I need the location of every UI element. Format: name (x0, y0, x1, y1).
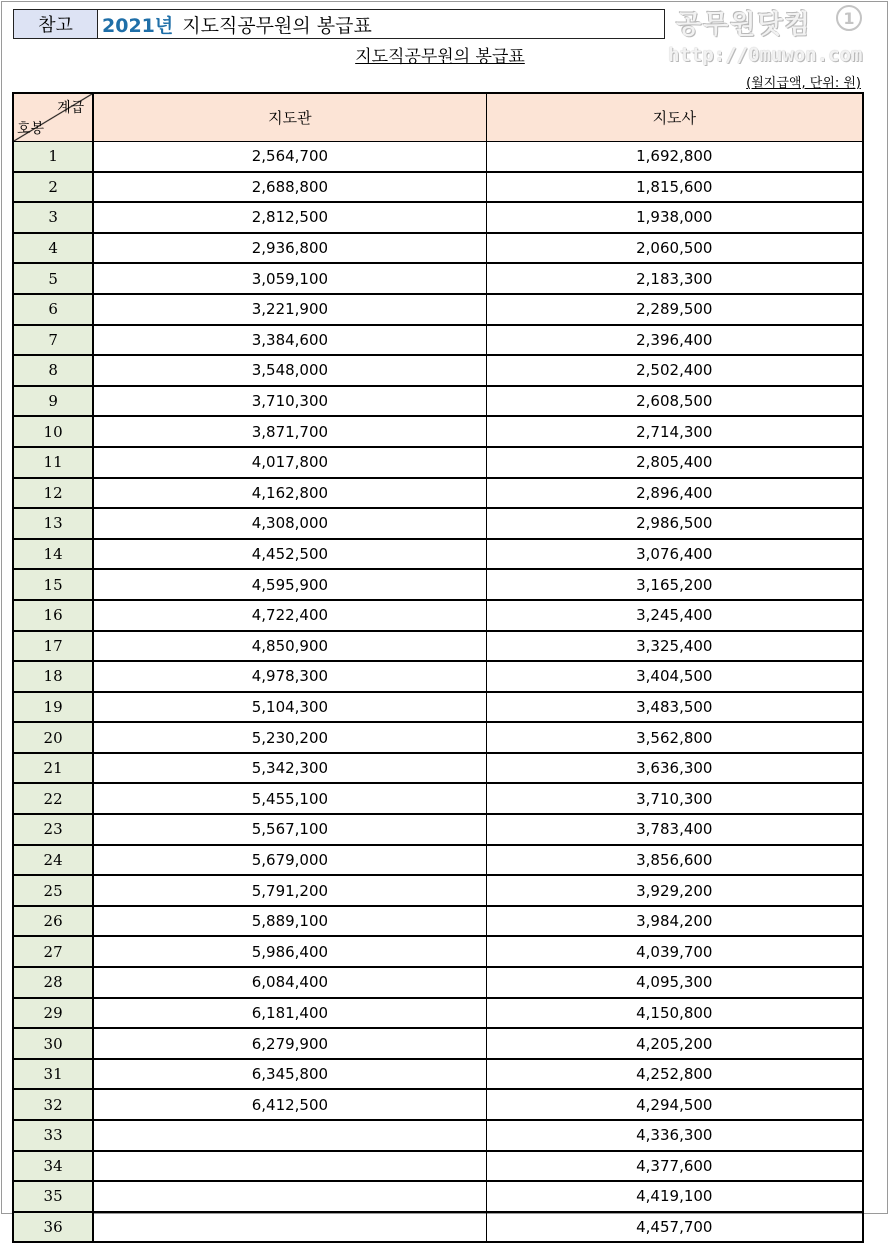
table-row (13, 386, 863, 417)
step-cell: 30 (13, 1028, 93, 1059)
salary-cell-jidosa: 2,805,400 (486, 447, 863, 478)
salary-cell-jidogwan: 6,084,400 (93, 967, 486, 998)
table-row (13, 1059, 863, 1090)
salary-cell-jidogwan: 4,978,300 (93, 661, 486, 692)
corner-header-cell (13, 93, 93, 142)
table-row (13, 142, 863, 172)
step-cell: 4 (13, 233, 93, 264)
salary-cell-jidosa: 2,714,300 (486, 416, 863, 447)
salary-cell-jidosa: 2,060,500 (486, 233, 863, 264)
salary-cell-jidosa: 3,165,200 (486, 569, 863, 600)
document-year: 2021년 (102, 14, 174, 37)
step-cell: 27 (13, 936, 93, 967)
salary-cell-jidosa: 3,984,200 (486, 906, 863, 937)
table-row (13, 478, 863, 509)
salary-cell-jidogwan: 5,791,200 (93, 875, 486, 906)
table-row (13, 753, 863, 784)
table-row (13, 569, 863, 600)
step-cell: 13 (13, 508, 93, 539)
table-row (13, 172, 863, 203)
table-row (13, 967, 863, 998)
table-row (13, 845, 863, 876)
salary-cell-jidosa: 2,896,400 (486, 478, 863, 509)
table-row (13, 1028, 863, 1059)
salary-cell-jidogwan: 4,595,900 (93, 569, 486, 600)
salary-cell-jidogwan: 5,889,100 (93, 906, 486, 937)
step-cell: 18 (13, 661, 93, 692)
table-subtitle: 지도직공무원의 봉급표 (355, 47, 525, 67)
column-header-jidogwan: 지도관 (93, 93, 486, 142)
salary-cell-jidogwan: 2,812,500 (93, 202, 486, 233)
salary-cell-jidosa: 1,815,600 (486, 172, 863, 203)
salary-cell-jidosa: 3,483,500 (486, 692, 863, 723)
unit-note: (월지급액, 단위: 원) (746, 76, 861, 91)
document-title-text: 지도직공무원의 봉급표 (182, 14, 372, 37)
salary-cell-jidogwan: 5,986,400 (93, 936, 486, 967)
salary-cell-jidogwan (93, 1120, 486, 1151)
salary-cell-jidogwan: 3,710,300 (93, 386, 486, 417)
salary-cell-jidogwan: 2,688,800 (93, 172, 486, 203)
salary-cell-jidosa: 4,150,800 (486, 998, 863, 1029)
salary-cell-jidosa: 2,502,400 (486, 355, 863, 386)
salary-cell-jidogwan: 3,221,900 (93, 294, 486, 325)
reference-header (13, 9, 665, 39)
table-row (13, 998, 863, 1029)
table-row (13, 631, 863, 662)
step-cell: 9 (13, 386, 93, 417)
step-cell: 19 (13, 692, 93, 723)
reference-tag: 참고 (14, 10, 98, 38)
salary-cell-jidogwan: 5,342,300 (93, 753, 486, 784)
salary-cell-jidosa: 4,095,300 (486, 967, 863, 998)
step-cell: 8 (13, 355, 93, 386)
step-cell: 1 (13, 142, 93, 172)
step-cell: 16 (13, 600, 93, 631)
corner-grade-label: 계급 (57, 100, 85, 116)
step-cell: 23 (13, 814, 93, 845)
salary-cell-jidogwan: 4,017,800 (93, 447, 486, 478)
salary-cell-jidosa: 3,636,300 (486, 753, 863, 784)
salary-cell-jidosa: 2,986,500 (486, 508, 863, 539)
salary-cell-jidogwan: 4,162,800 (93, 478, 486, 509)
salary-cell-jidogwan: 5,230,200 (93, 722, 486, 753)
step-cell: 24 (13, 845, 93, 876)
salary-cell-jidosa: 3,929,200 (486, 875, 863, 906)
salary-cell-jidogwan: 4,308,000 (93, 508, 486, 539)
table-row (13, 325, 863, 356)
table-row (13, 1151, 863, 1182)
table-row (13, 1181, 863, 1212)
table-row (13, 294, 863, 325)
watermark-brand: 공무원닷컴 (676, 10, 812, 40)
step-cell: 31 (13, 1059, 93, 1090)
salary-cell-jidosa: 4,205,200 (486, 1028, 863, 1059)
corner-step-label: 호봉 (17, 121, 45, 137)
step-cell: 11 (13, 447, 93, 478)
salary-cell-jidogwan: 4,452,500 (93, 539, 486, 570)
salary-cell-jidogwan: 3,059,100 (93, 263, 486, 294)
table-row (13, 936, 863, 967)
table-row (13, 692, 863, 723)
salary-cell-jidogwan: 6,181,400 (93, 998, 486, 1029)
table-row (13, 355, 863, 386)
step-cell: 36 (13, 1212, 93, 1243)
step-cell: 22 (13, 783, 93, 814)
step-cell: 33 (13, 1120, 93, 1151)
salary-cell-jidosa: 2,396,400 (486, 325, 863, 356)
step-cell: 20 (13, 722, 93, 753)
salary-cell-jidosa: 4,039,700 (486, 936, 863, 967)
step-cell: 25 (13, 875, 93, 906)
salary-cell-jidogwan: 3,871,700 (93, 416, 486, 447)
table-row (13, 202, 863, 233)
salary-cell-jidosa: 4,336,300 (486, 1120, 863, 1151)
salary-cell-jidogwan: 5,567,100 (93, 814, 486, 845)
salary-cell-jidosa: 1,938,000 (486, 202, 863, 233)
salary-cell-jidosa: 4,457,700 (486, 1212, 863, 1243)
salary-cell-jidosa: 2,608,500 (486, 386, 863, 417)
step-cell: 7 (13, 325, 93, 356)
step-cell: 29 (13, 998, 93, 1029)
step-cell: 28 (13, 967, 93, 998)
salary-cell-jidogwan (93, 1151, 486, 1182)
step-cell: 5 (13, 263, 93, 294)
salary-cell-jidogwan: 3,384,600 (93, 325, 486, 356)
salary-cell-jidogwan: 4,850,900 (93, 631, 486, 662)
salary-cell-jidogwan: 3,548,000 (93, 355, 486, 386)
watermark-url: http://0muwon.com (668, 44, 863, 66)
salary-cell-jidogwan: 5,455,100 (93, 783, 486, 814)
salary-cell-jidogwan: 6,345,800 (93, 1059, 486, 1090)
salary-cell-jidosa: 4,294,500 (486, 1089, 863, 1120)
step-cell: 35 (13, 1181, 93, 1212)
salary-cell-jidosa: 4,419,100 (486, 1181, 863, 1212)
step-cell: 14 (13, 539, 93, 570)
table-row (13, 814, 863, 845)
salary-cell-jidosa: 4,377,600 (486, 1151, 863, 1182)
table-row (13, 1120, 863, 1151)
salary-cell-jidogwan (93, 1181, 486, 1212)
table-row (13, 539, 863, 570)
salary-cell-jidosa: 3,404,500 (486, 661, 863, 692)
salary-cell-jidosa: 4,252,800 (486, 1059, 863, 1090)
table-row (13, 906, 863, 937)
salary-cell-jidogwan: 5,104,300 (93, 692, 486, 723)
step-cell: 10 (13, 416, 93, 447)
salary-cell-jidogwan: 4,722,400 (93, 600, 486, 631)
salary-cell-jidogwan: 6,279,900 (93, 1028, 486, 1059)
salary-cell-jidosa: 2,289,500 (486, 294, 863, 325)
step-cell: 32 (13, 1089, 93, 1120)
step-cell: 26 (13, 906, 93, 937)
table-row (13, 447, 863, 478)
table-row (13, 416, 863, 447)
salary-cell-jidosa: 3,076,400 (486, 539, 863, 570)
table-row (13, 233, 863, 264)
table-row (13, 1212, 863, 1243)
step-cell: 21 (13, 753, 93, 784)
step-cell: 12 (13, 478, 93, 509)
table-row (13, 600, 863, 631)
salary-cell-jidogwan (93, 1212, 486, 1243)
step-cell: 6 (13, 294, 93, 325)
table-row (13, 508, 863, 539)
salary-cell-jidosa: 3,325,400 (486, 631, 863, 662)
salary-cell-jidogwan: 2,936,800 (93, 233, 486, 264)
salary-cell-jidosa: 3,562,800 (486, 722, 863, 753)
salary-cell-jidosa: 2,183,300 (486, 263, 863, 294)
watermark-logo-icon: 1 (836, 5, 862, 31)
table-row (13, 661, 863, 692)
table-row (13, 783, 863, 814)
salary-cell-jidogwan: 5,679,000 (93, 845, 486, 876)
salary-cell-jidosa: 3,245,400 (486, 600, 863, 631)
salary-cell-jidosa: 3,856,600 (486, 845, 863, 876)
salary-cell-jidogwan: 6,412,500 (93, 1089, 486, 1120)
salary-cell-jidosa: 1,692,800 (486, 142, 863, 172)
step-cell: 17 (13, 631, 93, 662)
table-row (13, 1089, 863, 1120)
step-cell: 15 (13, 569, 93, 600)
table-row (13, 263, 863, 294)
step-cell: 2 (13, 172, 93, 203)
document-title (98, 10, 372, 38)
step-cell: 34 (13, 1151, 93, 1182)
table-row (13, 875, 863, 906)
salary-cell-jidogwan: 2,564,700 (93, 142, 486, 172)
column-header-jidosa: 지도사 (486, 93, 863, 142)
table-body (13, 142, 863, 1243)
table-header-row (13, 93, 863, 142)
step-cell: 3 (13, 202, 93, 233)
salary-cell-jidosa: 3,783,400 (486, 814, 863, 845)
salary-cell-jidosa: 3,710,300 (486, 783, 863, 814)
table-row (13, 722, 863, 753)
pay-scale-table (12, 92, 864, 1243)
